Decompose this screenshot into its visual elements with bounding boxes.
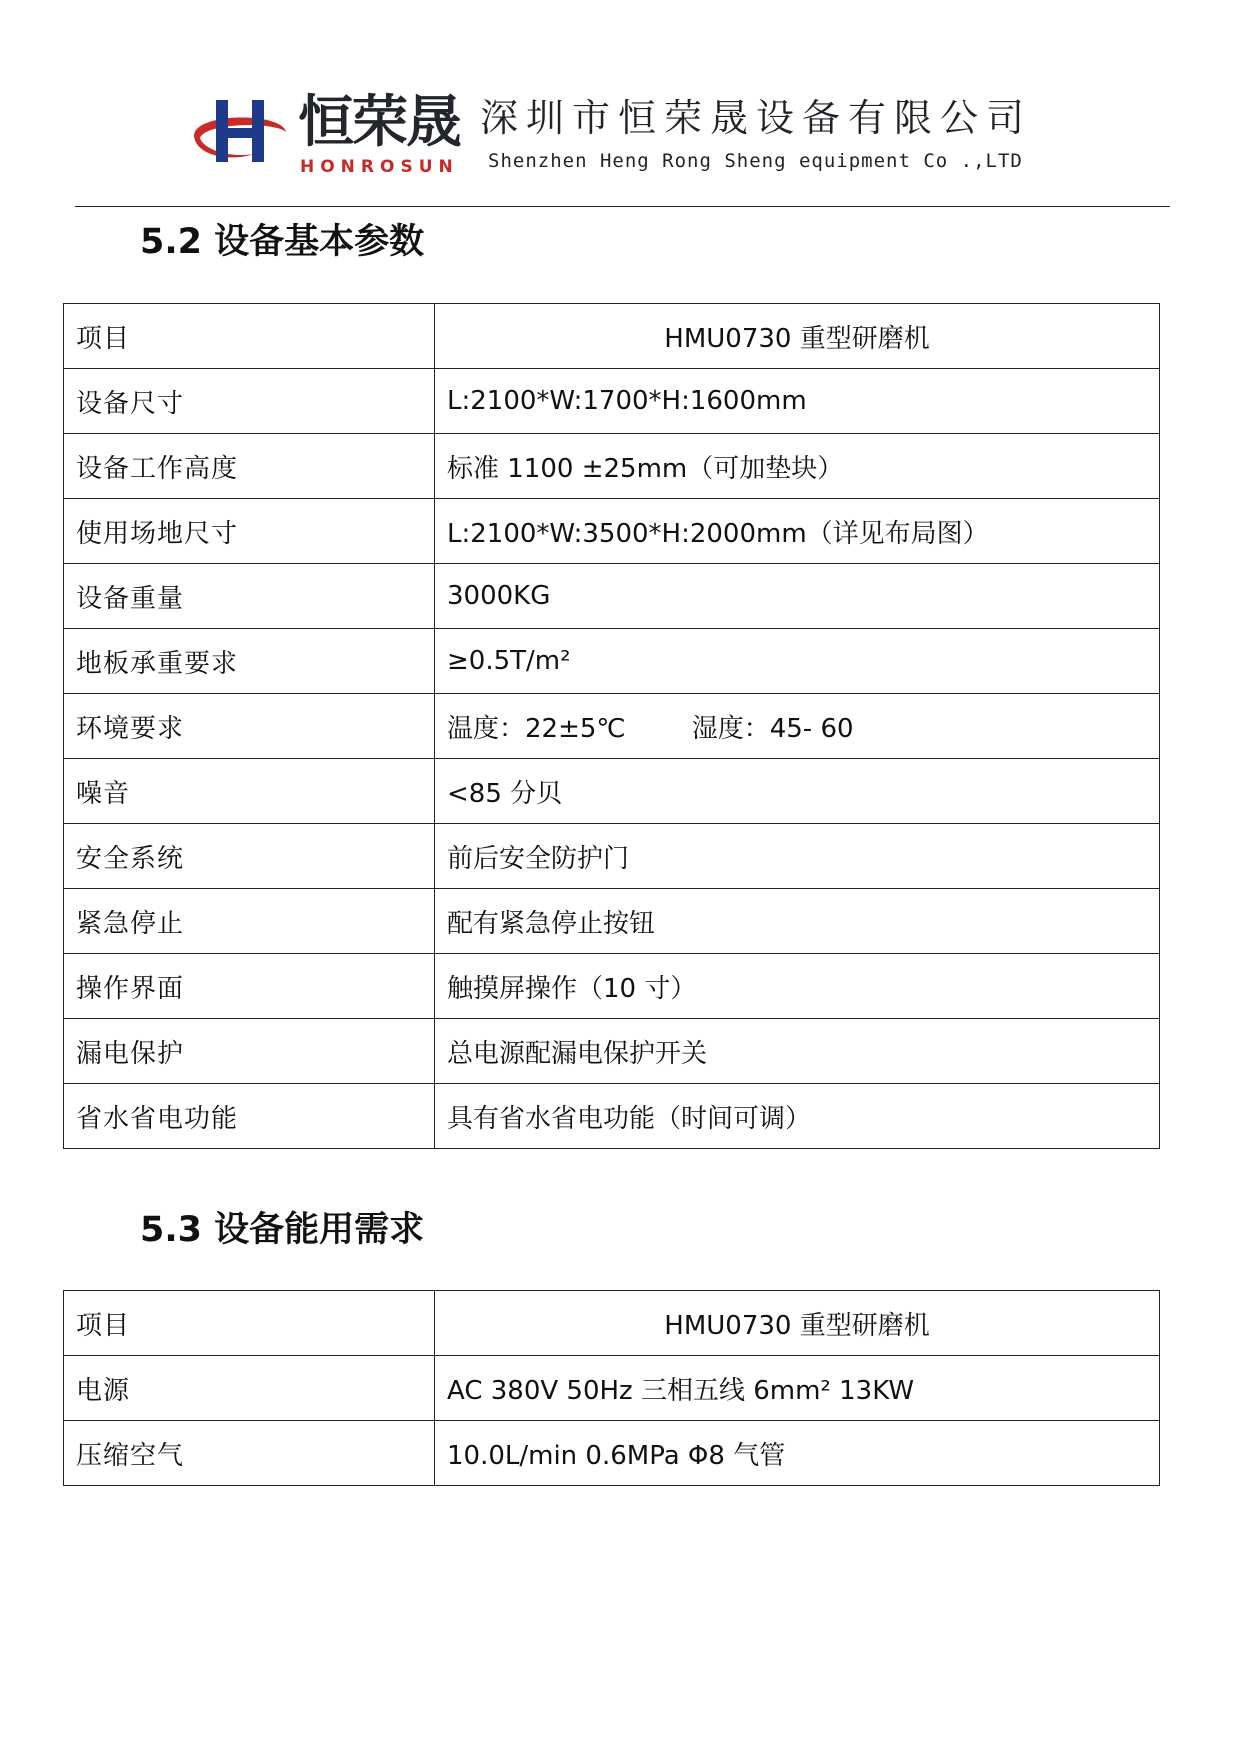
row-value: HMU0730 重型研磨机: [435, 304, 1160, 369]
table-row: [64, 1421, 1160, 1486]
row-value: L:2100*W:3500*H:2000mm（详见布局图）: [435, 499, 1160, 564]
row-label: 省水省电功能: [64, 1084, 435, 1149]
row-value: 前后安全防护门: [435, 824, 1160, 889]
row-value: L:2100*W:1700*H:1600mm: [435, 369, 1160, 434]
row-label: 漏电保护: [64, 1019, 435, 1084]
table-row: [64, 1019, 1160, 1084]
table-row: [64, 889, 1160, 954]
table-row: [64, 434, 1160, 499]
row-label: 使用场地尺寸: [64, 499, 435, 564]
basic-parameters-table: [63, 303, 1160, 1149]
table-row: [64, 499, 1160, 564]
row-label: 设备工作高度: [64, 434, 435, 499]
row-value: 标准 1100 ±25mm（可加垫块）: [435, 434, 1160, 499]
section-title-utility-requirements: 5.3 设备能用需求: [140, 1210, 425, 1250]
table-row: [64, 1291, 1160, 1356]
row-label: 地板承重要求: [64, 629, 435, 694]
utility-requirements-table: [63, 1290, 1160, 1486]
table-row: [64, 1356, 1160, 1421]
row-value: AC 380V 50Hz 三相五线 6mm² 13KW: [435, 1356, 1160, 1421]
row-label: 安全系统: [64, 824, 435, 889]
row-value: <85 分贝: [435, 759, 1160, 824]
table-row: [64, 564, 1160, 629]
table-row: [64, 304, 1160, 369]
row-value: 3000KG: [435, 564, 1160, 629]
header-divider: [75, 206, 1170, 207]
row-label: 环境要求: [64, 694, 435, 759]
row-label: 紧急停止: [64, 889, 435, 954]
company-name-cn: 深圳市恒荣晟设备有限公司: [480, 96, 1033, 140]
row-value: 温度：22±5℃ 湿度：45- 60: [435, 694, 1160, 759]
logo-wordmark-en: HONROSUN: [300, 157, 459, 177]
row-value: ≥0.5T/m²: [435, 629, 1160, 694]
logo-wordmark-cn: 恒荣晟: [298, 90, 460, 155]
row-value: 具有省水省电功能（时间可调）: [435, 1084, 1160, 1149]
table-row: [64, 629, 1160, 694]
row-label: 项目: [64, 304, 435, 369]
table-row: [64, 694, 1160, 759]
table-row: [64, 954, 1160, 1019]
table-row: [64, 824, 1160, 889]
table-row: [64, 369, 1160, 434]
row-value: 触摸屏操作（10 寸）: [435, 954, 1160, 1019]
company-name-en: Shenzhen Heng Rong Sheng equipment Co .,LTD: [488, 150, 1023, 172]
row-label: 项目: [64, 1291, 435, 1356]
row-label: 电源: [64, 1356, 435, 1421]
section-title-basic-parameters: 5.2 设备基本参数: [140, 222, 425, 262]
row-label: 操作界面: [64, 954, 435, 1019]
row-value: 总电源配漏电保护开关: [435, 1019, 1160, 1084]
table-row: [64, 1084, 1160, 1149]
row-label: 设备尺寸: [64, 369, 435, 434]
row-label: 压缩空气: [64, 1421, 435, 1486]
row-label: 噪音: [64, 759, 435, 824]
honrosun-h-logo-icon: [190, 92, 290, 172]
page-header: [0, 0, 1240, 210]
row-label: 设备重量: [64, 564, 435, 629]
table-row: [64, 759, 1160, 824]
row-value: HMU0730 重型研磨机: [435, 1291, 1160, 1356]
row-value: 10.0L/min 0.6MPa Φ8 气管: [435, 1421, 1160, 1486]
row-value: 配有紧急停止按钮: [435, 889, 1160, 954]
